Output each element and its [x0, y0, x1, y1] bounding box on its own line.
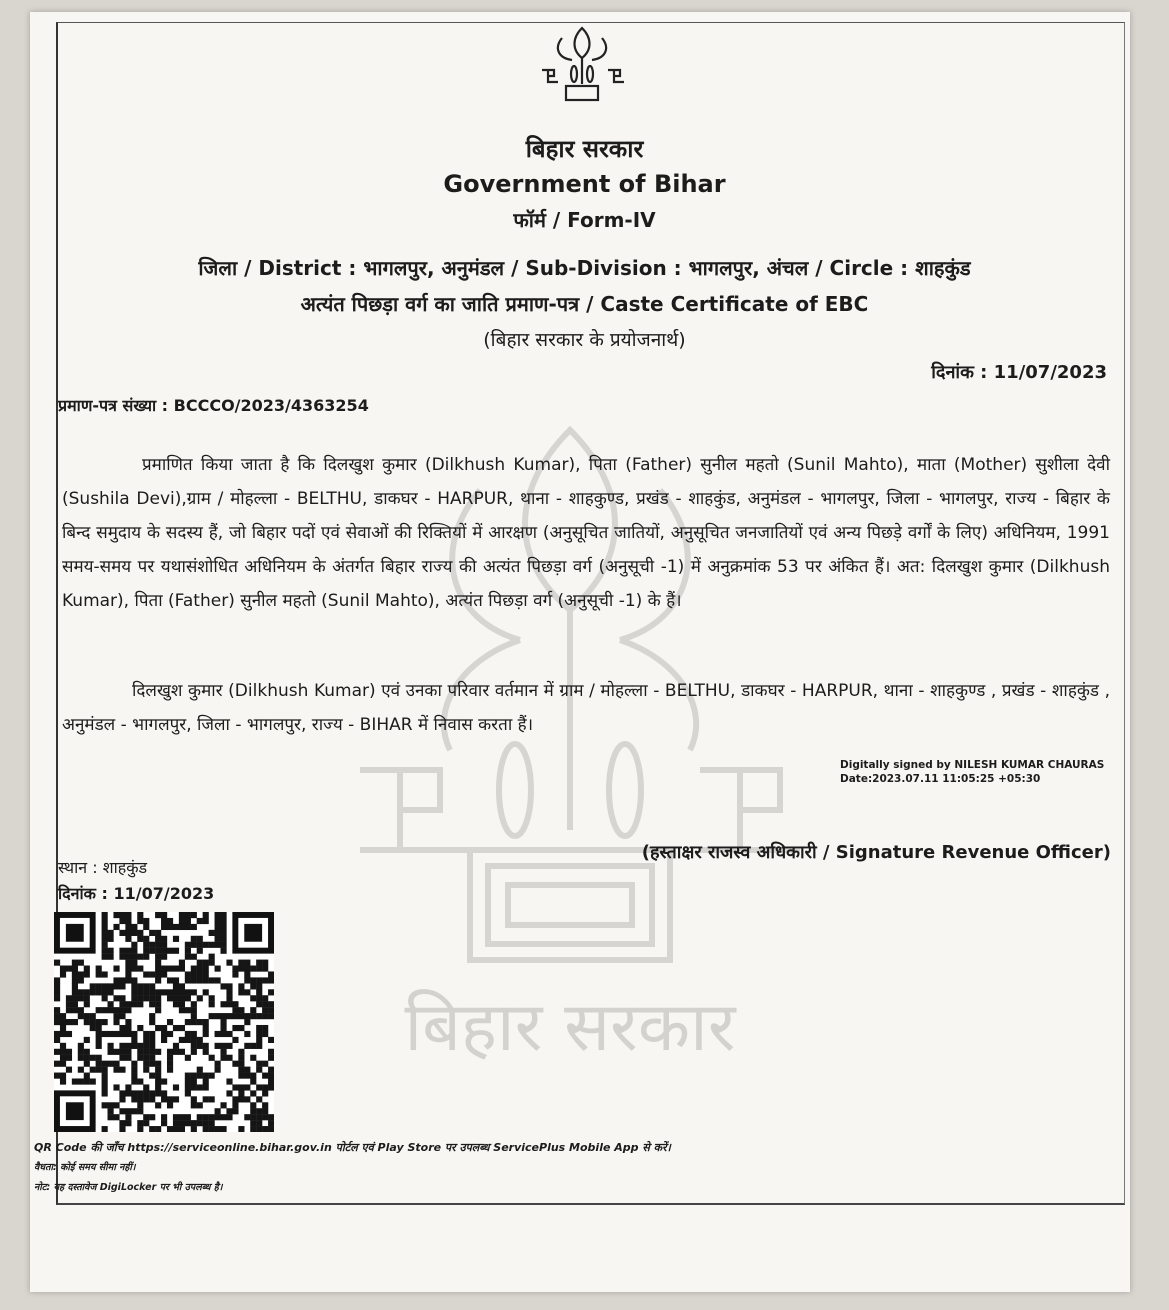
footer-validity: वैधता: कोई समय सीमा नहीं।: [34, 1162, 136, 1173]
bihar-emblem-logo: [532, 24, 632, 106]
issue-date-bottom: दिनांक : 11/07/2023: [58, 884, 215, 903]
district-line: जिला / District : भागलपुर, अनुमंडल / Sub-Division : भागलपुर, अंचल / Circle : शाहकुंड: [198, 256, 971, 280]
issue-date-top: दिनांक : 11/07/2023: [931, 362, 1107, 383]
digital-signature-block: [840, 758, 1130, 786]
watermark-text: बिहार सरकार: [404, 988, 736, 1067]
place-of-issue: स्थान : शाहकुंड: [58, 858, 148, 877]
certificate-title: अत्यंत पिछड़ा वर्ग का जाति प्रमाण-पत्र / Caste Certificate of EBC: [300, 292, 869, 316]
footer-qr-instruction: QR Code की जाँच https://serviceonline.bihar.gov.in पोर्टल एवं Play Store पर उपलब्ध ServicePlus Mobile App से करें।: [34, 1141, 671, 1154]
footer-digilocker-note: नोट: यह दस्तावेज DigiLocker पर भी उपलब्ध है।: [34, 1182, 223, 1193]
signature-label: (हस्ताक्षर राजस्व अधिकारी / Signature Revenue Officer): [641, 842, 1111, 863]
certificate-purpose: (बिहार सरकार के प्रयोजनार्थ): [483, 329, 686, 351]
certificate-body-paragraph-1: प्रमाणित किया जाता है कि दिलखुश कुमार (Dilkhush Kumar), पिता (Father) सुनील महतो (Sunil Mahto), माता (Mother) सुशीला देवी (Sushila Devi),ग्राम / मोहल्ला - BELTHU, डाकघर - HARPUR, थाना - शाहकुण्ड, प्रखंड - शाहकुंड, अनुमंडल - भागलपुर, जिला - भागलपुर, राज्य - बिहार के बिन्द समुदाय के सदस्य हैं, जो बिहार पदों एवं सेवाओं की रिक्तियों में आरक्षण (अनुसूचित जातियों, अनुसूचित जनजातियों एवं अन्य पिछड़े वर्गों के लिए) अधिनियम, 1991 समय-समय पर यथासंशोधित अधिनियम के अंतर्गत बिहार राज्य की अत्यंत पिछड़ा वर्ग (अनुसूची -1) में अनुक्रमांक 53 पर अंकित हैं। अत: दिलखुश कुमार (Dilkhush Kumar), पिता (Father) सुनील महतो (Sunil Mahto), अत्यंत पिछड़ा वर्ग (अनुसूची -1) के हैं।: [62, 455, 1110, 611]
qr-code[interactable]: [54, 912, 274, 1132]
government-title-hindi: बिहार सरकार: [525, 135, 644, 163]
certificate-body-paragraph-2: दिलखुश कुमार (Dilkhush Kumar) एवं उनका परिवार वर्तमान में ग्राम / मोहल्ला - BELTHU, डाकघर - HARPUR, थाना - शाहकुण्ड , प्रखंड - शाहकुंड , अनुमंडल - भागलपुर, जिला - भागलपुर, राज्य - BIHAR में निवास करता हैं।: [62, 681, 1110, 735]
digital-signature-date: Date:2023.07.11 11:05:25 +05:30: [840, 773, 1041, 785]
form-label: फॉर्म / Form-IV: [513, 208, 656, 232]
certificate-number: प्रमाण-पत्र संख्या : BCCCO/2023/4363254: [58, 396, 369, 415]
government-title-english: Government of Bihar: [443, 170, 726, 198]
digital-signature-signer: Digitally signed by NILESH KUMAR CHAURAS: [840, 759, 1105, 771]
